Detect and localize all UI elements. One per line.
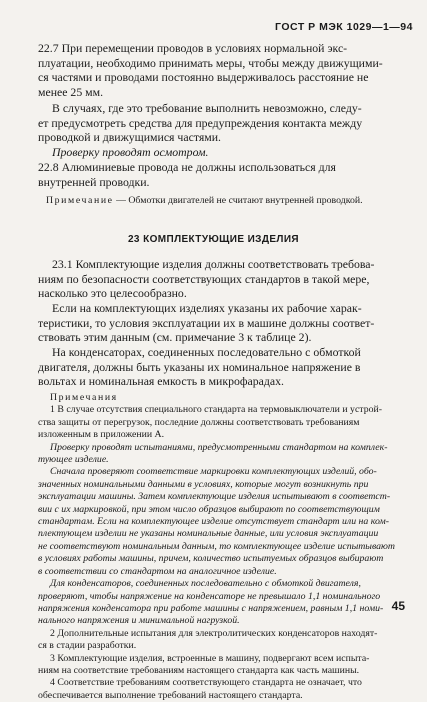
note-line: значенных номинальными данными в условиях, которые могут возникнуть при	[38, 478, 369, 490]
clause-23-1	[38, 257, 404, 301]
clause-line: вольтах и номинальная емкость в микрофарадах.	[38, 374, 284, 389]
note-line: изложенным в приложении А.	[38, 429, 165, 441]
note-line: Проверку проводят испытаниями, предусмотренными стандартом на комплек-	[50, 441, 388, 453]
clause-22-8	[38, 160, 404, 189]
clause-line: ся частями и проводами постоянно выдерживалось расстояние не	[38, 70, 369, 85]
note-line: в соответствии со стандартом на аналогичное изделие.	[38, 565, 277, 577]
note-line: напряжения конденсатора при работе машины с напряжением, равным 1,1 номи-	[38, 602, 384, 614]
clause-22-7-continuation	[38, 101, 404, 145]
clause-line: На конденсаторах, соединенных последовательно с обмоткой	[52, 345, 361, 359]
note-line: стандартам. Если на комплектующее изделие отсутствует стандарт или на ком-	[38, 516, 390, 528]
clause-22-7	[38, 41, 404, 99]
note-line: тующее изделие.	[38, 454, 109, 466]
note-line: ниям на соответствие требованиям настоящего стандарта как часть машины.	[38, 664, 360, 676]
clause-line: 22.8 Алюминиевые провода не должны использоваться для	[38, 160, 336, 174]
clause-23-1-capacitors	[38, 345, 404, 389]
clause-line: плуатации, необходимо принимать меры, чтобы между движущими-	[38, 55, 383, 70]
clause-line: ниям по безопасности соответствующих стандартов в такой мере,	[38, 271, 370, 286]
note-line: 4 Соответствие требованиям соответствующего стандарта не означает, что	[50, 677, 362, 689]
note-line: вии с их маркировкой, при этом число образцов выбирают по соответствующим	[38, 503, 380, 515]
note-line: плектующем изделии не указаны номинальные данные, или условия эксплуатации	[38, 528, 379, 540]
clause-line: 23.1 Комплектующие изделия должны соответствовать требова-	[52, 257, 375, 271]
note-line: Для конденсаторов, соединенных последовательно с обмоткой двигателя,	[50, 578, 361, 590]
note-line: 2 Дополнительные испытания для электролитических конденсаторов находят-	[50, 627, 378, 639]
notes-label: Примечания	[50, 392, 118, 403]
note-text: — Обмотки двигателей не считают внутренней проводкой.	[113, 195, 363, 206]
clause-23-1-ratings	[38, 301, 404, 345]
note-line: не соответствуют номинальным данным, то комплектующее изделие испытывают	[38, 540, 396, 552]
note-line: эксплуатации машины. Затем комплектующие изделия испытывают в соответст-	[38, 491, 391, 503]
clause-line: ет предусмотреть средства для предупреждения контакта между	[38, 115, 363, 130]
clause-line: менее 25 мм.	[38, 84, 104, 99]
note-line: в условиях работы машины, причем, количество испытуемых образцов выбирают	[38, 553, 384, 565]
note-line: проверяют, чтобы напряжение на конденсаторе не превышало 1,1 номинального	[38, 590, 381, 602]
check-22-7: Проверку проводят осмотром.	[52, 145, 209, 159]
note-line: обеспечивается выполнение требований настоящего стандарта.	[38, 689, 303, 701]
section-23-title: 23 КОМПЛЕКТУЮЩИЕ ИЗДЕЛИЯ	[127, 234, 300, 245]
note-line: 3 Комплектующие изделия, встроенные в машину, подвергают всем испыта-	[50, 652, 370, 664]
note-22-8	[46, 195, 412, 207]
clause-line: В случаях, где это требование выполнить невозможно, следу-	[52, 101, 362, 115]
clause-line: теристики, то условия эксплуатации их в машине должны соответ-	[38, 315, 375, 330]
clause-line: ствовать этим данным (см. примечание 3 к таблице 2).	[38, 330, 312, 345]
clause-line: проводкой и движущимися частями.	[38, 130, 221, 145]
note-line: Сначала проверяют соответствие маркировки комплектующих изделий, обо-	[50, 466, 377, 478]
note-line: 1 В случае отсутствия специального стандарта на термовыключатели и устрой-	[50, 404, 382, 416]
note-line: нального напряжения и минимальной нагрузкой.	[38, 615, 240, 627]
clause-line: внутренней проводки.	[38, 174, 150, 189]
note-line: ся в стадии разработки.	[38, 640, 137, 652]
header-doc-id: ГОСТ Р МЭК 1029—1—94	[275, 21, 413, 33]
page-number: 45	[391, 599, 405, 613]
notes-23	[38, 392, 404, 702]
note-label: Примечание	[46, 195, 114, 206]
clause-line: двигателя, должны быть указаны их номинальное напряжение в	[38, 359, 361, 374]
clause-line: 22.7 При перемещении проводов в условиях нормальной экс-	[38, 41, 348, 55]
clause-line: насколько это целесообразно.	[38, 286, 187, 301]
clause-line: Если на комплектующих изделиях указаны их рабочие харак-	[52, 301, 362, 315]
note-line: ства защиты от перегрузок, последние должны соответствовать требованиям	[38, 416, 360, 428]
